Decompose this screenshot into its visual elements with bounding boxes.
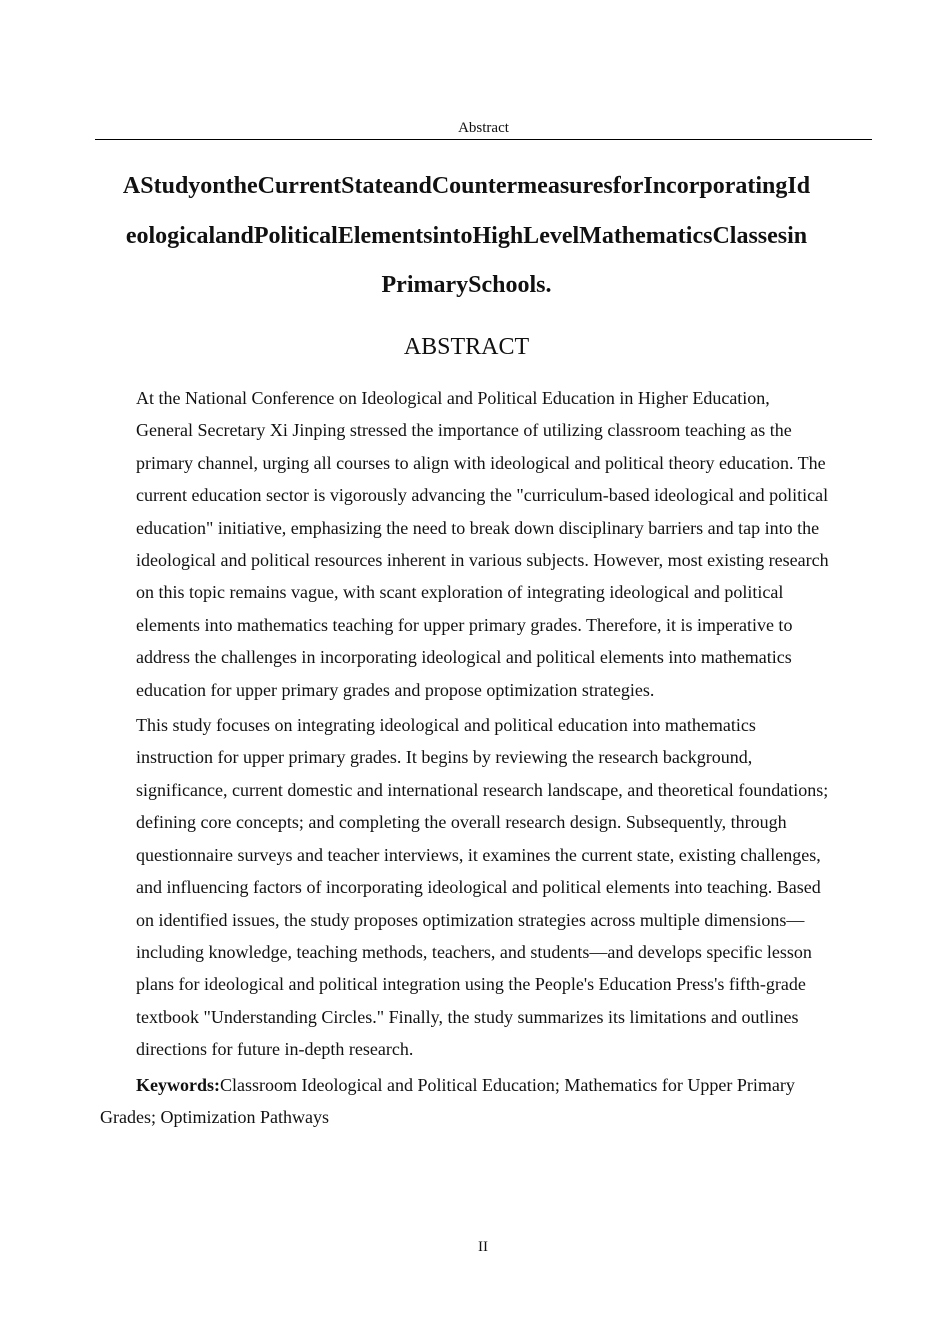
- text-line: primary channel, urging all courses to align with ideological and political theory education. The: [136, 452, 826, 473]
- abstract-paragraph-2: [100, 709, 833, 1065]
- text-line: including knowledge, teaching methods, teachers, and students—and develops specific lesson: [136, 941, 812, 962]
- text-line: address the challenges in incorporating ideological and political elements into mathematics: [136, 647, 792, 668]
- running-header: Abstract: [458, 120, 509, 136]
- title-line-1: AStudyontheCurrentStateandCountermeasuresforIncorporatingId: [122, 173, 811, 199]
- text-line: significance, current domestic and international research landscape, and theoretical foundations;: [136, 779, 829, 800]
- keywords-text-1: Classroom Ideological and Political Education; Mathematics for Upper Primary: [220, 1074, 795, 1095]
- text-line: This study focuses on integrating ideological and political education into mathematics: [136, 715, 756, 736]
- text-line: on identified issues, the study proposes optimization strategies across multiple dimensions—: [136, 909, 805, 930]
- title-line-2: eologicalandPoliticalElementsintoHighLevelMathematicsClassesin: [125, 222, 808, 249]
- title-line-3: PrimarySchools.: [381, 272, 552, 298]
- text-line: defining core concepts; and completing the overall research design. Subsequently, through: [136, 812, 787, 833]
- text-line: elements into mathematics teaching for upper primary grades. Therefore, it is imperative to: [136, 614, 793, 635]
- text-line: At the National Conference on Ideological and Political Education in Higher Education,: [136, 388, 770, 408]
- keywords-paragraph: [100, 1069, 833, 1134]
- text-line: plans for ideological and political integration using the People's Education Press's fifth-grade: [136, 974, 806, 995]
- keywords-line-2: Grades; Optimization Pathways: [100, 1106, 329, 1127]
- text-line: textbook "Understanding Circles." Finally, the study summarizes its limitations and outlines: [136, 1006, 799, 1027]
- thesis-title: [100, 162, 833, 311]
- page-number: II: [478, 1239, 488, 1255]
- keywords-line-1: [100, 1069, 833, 1101]
- text-line: instruction for upper primary grades. It begins by reviewing the research background,: [136, 747, 753, 768]
- text-line: General Secretary Xi Jinping stressed the importance of utilizing classroom teaching as the: [136, 420, 792, 441]
- abstract-heading: ABSTRACT: [403, 334, 530, 360]
- keywords-label: Keywords:: [136, 1074, 220, 1095]
- text-line: current education sector is vigorously advancing the "curriculum-based ideological and political: [136, 485, 829, 506]
- abstract-paragraph-1: [100, 382, 833, 706]
- header-rule: [95, 139, 872, 140]
- text-line: education" initiative, emphasizing the need to break down disciplinary barriers and tap into the: [136, 517, 820, 538]
- text-line: directions for future in-depth research.: [136, 1039, 414, 1060]
- text-line: questionnaire surveys and teacher interviews, it examines the current state, existing challenges,: [136, 844, 821, 865]
- text-line: and influencing factors of incorporating ideological and political elements into teaching. Based: [136, 877, 821, 898]
- text-line: education for upper primary grades and propose optimization strategies.: [136, 679, 655, 700]
- text-line: on this topic remains vague, with scant exploration of integrating ideological and political: [136, 582, 784, 603]
- text-line: ideological and political resources inherent in various subjects. However, most existing research: [136, 550, 829, 571]
- abstract-body: [100, 382, 833, 1136]
